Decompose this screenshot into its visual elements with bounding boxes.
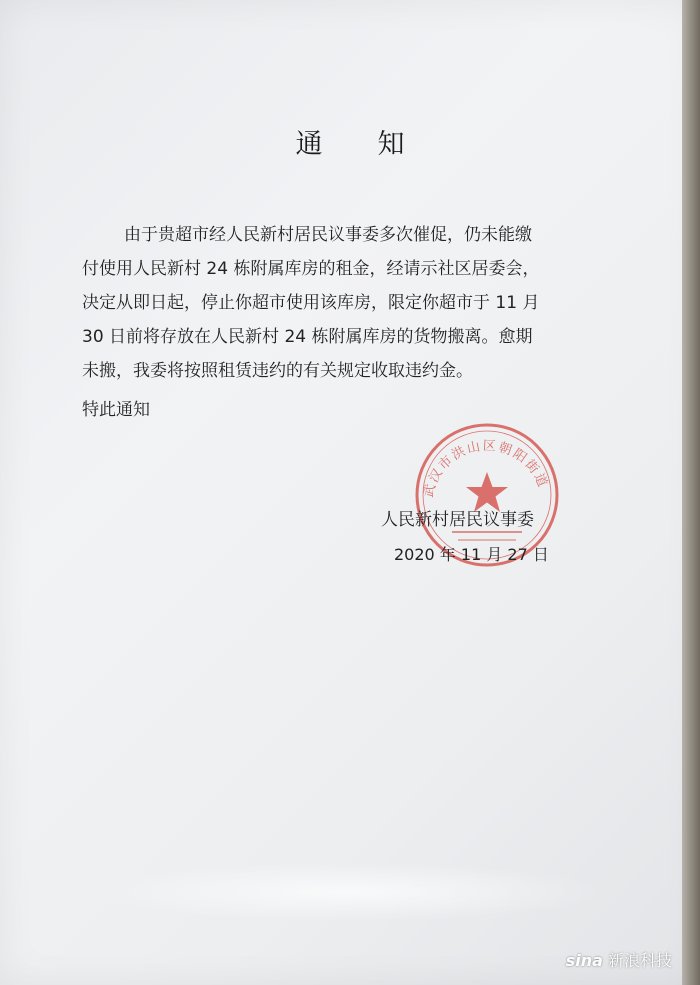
body-line: 由于贵超市经人民新村居民议事委多次催促，仍未能缴 (124, 225, 532, 245)
notice-body (82, 218, 597, 388)
signature-org: 人民新村居民议事委 (381, 510, 534, 530)
body-line: 决定从即日起，停止你超市使用该库房，限定你超市于 11 月 (82, 293, 540, 313)
watermark (566, 948, 672, 971)
body-line: 付使用人民新村 24 栋附属库房的租金，经请示社区居委会， (82, 259, 540, 279)
sina-logo-icon: sina (565, 951, 603, 970)
title-char-2: 知 (377, 129, 405, 160)
notice-title (0, 122, 700, 161)
seal-text: 武汉市洪山区朝阳街道 (421, 438, 551, 500)
paper-smudge (90, 862, 610, 922)
body-line: 30 日前将存放在人民新村 24 栋附属库房的货物搬离。愈期 (82, 327, 533, 347)
notice-date: 2020 年 11 月 27 日 (394, 545, 549, 564)
body-line: 未搬，我委将按照租赁违约的有关规定收取违约金。 (82, 361, 473, 381)
watermark-text: 新浪科技 (607, 951, 672, 970)
closing-text: 特此通知 (82, 400, 150, 420)
title-char-1: 通 (295, 129, 323, 160)
